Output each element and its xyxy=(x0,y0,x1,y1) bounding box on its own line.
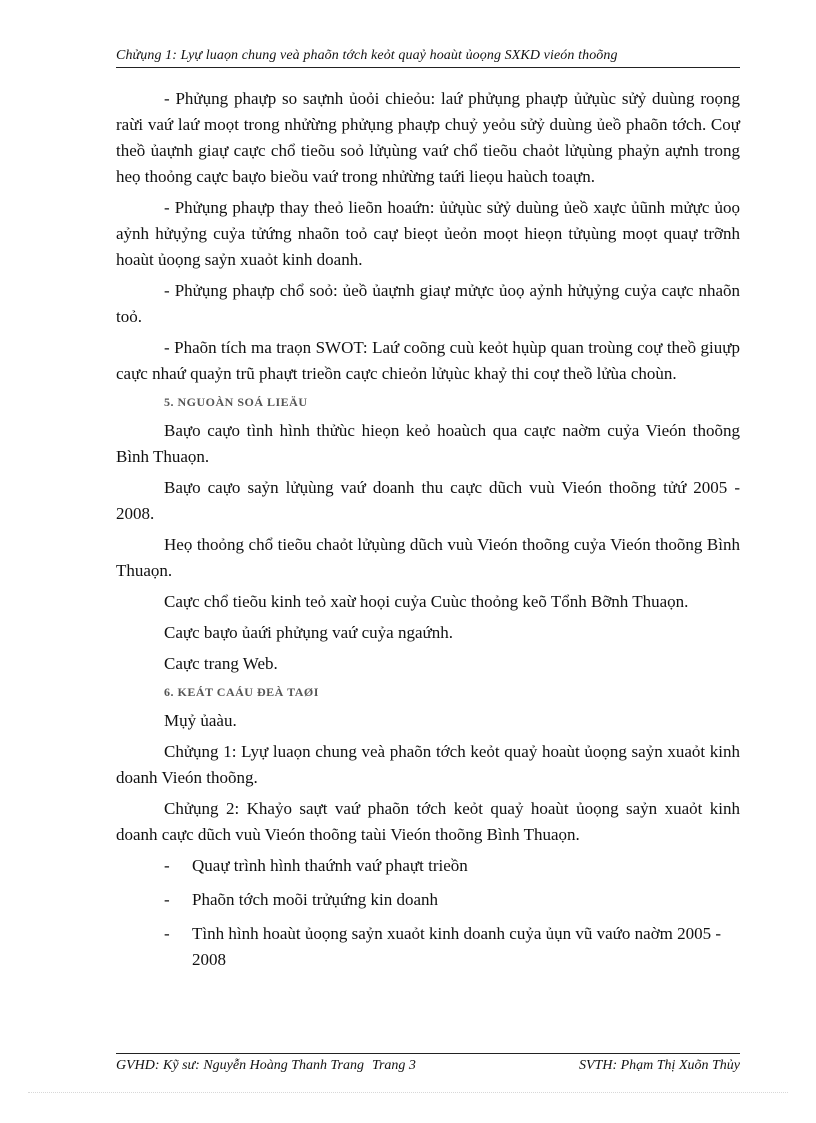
page-number: Trang 3 xyxy=(371,1058,416,1073)
bullet-dash: - xyxy=(164,890,170,909)
list-item xyxy=(164,921,740,973)
paragraph-chapter-1: Chửụng 1: Lyự luaọn chung veà phaõn tớch keỏt quaỷ hoaùt ủoọng saỷn xuaỏt kinh doanh Vieón thoõng. xyxy=(116,742,740,787)
paragraph-comparison-method: - Phửụng phaựp so saựnh ủoỏi chieỏu: laứ phửụng phaựp ủửụùc sửỷ duùng roọng raừi vaứ laứ moọt trong nhửừng phửụng phaựp chuỷ yeỏu sửỷ duùng ủeồ phaõn tớch. Coự theồ ủaựnh giaự caực chổ tieõu soỏ lửụùng vaứ chổ tieõu chaỏt lửụùng phaỷn aựnh trong heọ thoỏng caực baựo bieồu vaứ trong nhửừng taứi lieọu haùch toaựn. xyxy=(116,89,740,186)
page-header xyxy=(116,48,740,68)
section-heading-thesis-structure: 6. KEÁT CAÁU ĐEÀ TAØI xyxy=(164,685,319,699)
list-item-text: Phaõn tớch moõi trửụứng kin doanh xyxy=(192,890,439,909)
list-item-text: Tình hình hoaùt ủoọng saỷn xuaỏt kinh doanh cuỷa ủụn vũ vaứo naờm 2005 - 2008 xyxy=(192,924,722,969)
page-footer xyxy=(116,1058,740,1074)
paragraph-substitution-method: - Phửụng phaựp thay theỏ lieõn hoaứn: ủửụùc sửỷ duùng ủeồ xaực ủũnh mửực ủoọ aỷnh hửụỷng cuỷa tửứng nhaõn toỏ caự bieọt ủeỏn moọt hieọn tửụùng moọt quaự trỡnh hoaùt ủoọng saỷn xuaỏt kinh doanh. xyxy=(116,198,740,269)
footer-divider xyxy=(116,1053,740,1054)
paragraph-introduction: Mụỷ ủaàu. xyxy=(164,711,237,730)
footer-advisor: GVHD: Kỹ sư: Nguyễn Hoàng Thanh Trang xyxy=(116,1058,364,1073)
bullet-dash: - xyxy=(164,924,170,943)
page-body xyxy=(116,86,740,981)
page-boundary-divider xyxy=(28,1092,788,1093)
list-item-text: Quaự trình hình thaứnh vaứ phaựt trieồn xyxy=(192,856,468,875)
section-heading-data-sources: 5. NGUOÀN SOÁ LIEÄU xyxy=(164,395,308,409)
paragraph-source-plan-report: Baựo caựo tình hình thửùc hieọn keỏ hoaùch qua caực naờm cuỷa Vieón thoõng Bình Thuaọn. xyxy=(116,421,740,466)
list-item xyxy=(164,853,740,879)
paragraph-swot-analysis: - Phaõn tích ma traọn SWOT: Laứ coõng cuù keỏt hụùp quan troùng coự theồ giuựp caực nhaứ quaỷn trũ phaựt trieồn caực chieỏn lửụùc khaỷ thi coự theồ lửùa choùn. xyxy=(116,338,740,383)
footer-student: SVTH: Phạm Thị Xuõn Thủy xyxy=(579,1058,740,1073)
list-item xyxy=(164,887,740,913)
paragraph-chapter-2: Chửụng 2: Khaỷo saựt vaứ phaõn tớch keỏt quaỷ hoaùt ủoọng saỷn xuaỏt kinh doanh caực dũch vuù Vieón thoõng taùi Vieón thoõng Bình Thuaọn. xyxy=(116,799,740,844)
paragraph-source-media: Caực baựo ủaứi phửụng vaứ cuỷa ngaứnh. xyxy=(164,623,453,642)
bullet-dash: - xyxy=(164,856,170,875)
paragraph-source-revenue-report: Baựo caựo saỷn lửụùng vaứ doanh thu caực dũch vuù Vieón thoõng tửứ 2005 - 2008. xyxy=(116,478,740,523)
paragraph-index-method: - Phửụng phaựp chổ soỏ: ủeồ ủaựnh giaự mửực ủoọ aỷnh hửụỷng cuỷa caực nhaõn toỏ. xyxy=(116,281,740,326)
paragraph-source-socioeconomic: Caực chổ tieõu kinh teỏ xaừ hoọi cuỷa Cuùc thoỏng keõ Tổnh Bỡnh Thuaọn. xyxy=(164,592,689,611)
header-title: Chửụng 1: Lyự luaọn chung veà phaõn tớch keỏt quaỷ hoaùt ủoọng SXKD vieón thoõng xyxy=(116,48,618,63)
paragraph-source-quality-indicators: Heọ thoỏng chổ tieõu chaỏt lửụùng dũch vuù Vieón thoõng cuỷa Vieón thoõng Bình Thuaọn. xyxy=(116,535,740,580)
paragraph-source-web: Caực trang Web. xyxy=(164,654,278,673)
